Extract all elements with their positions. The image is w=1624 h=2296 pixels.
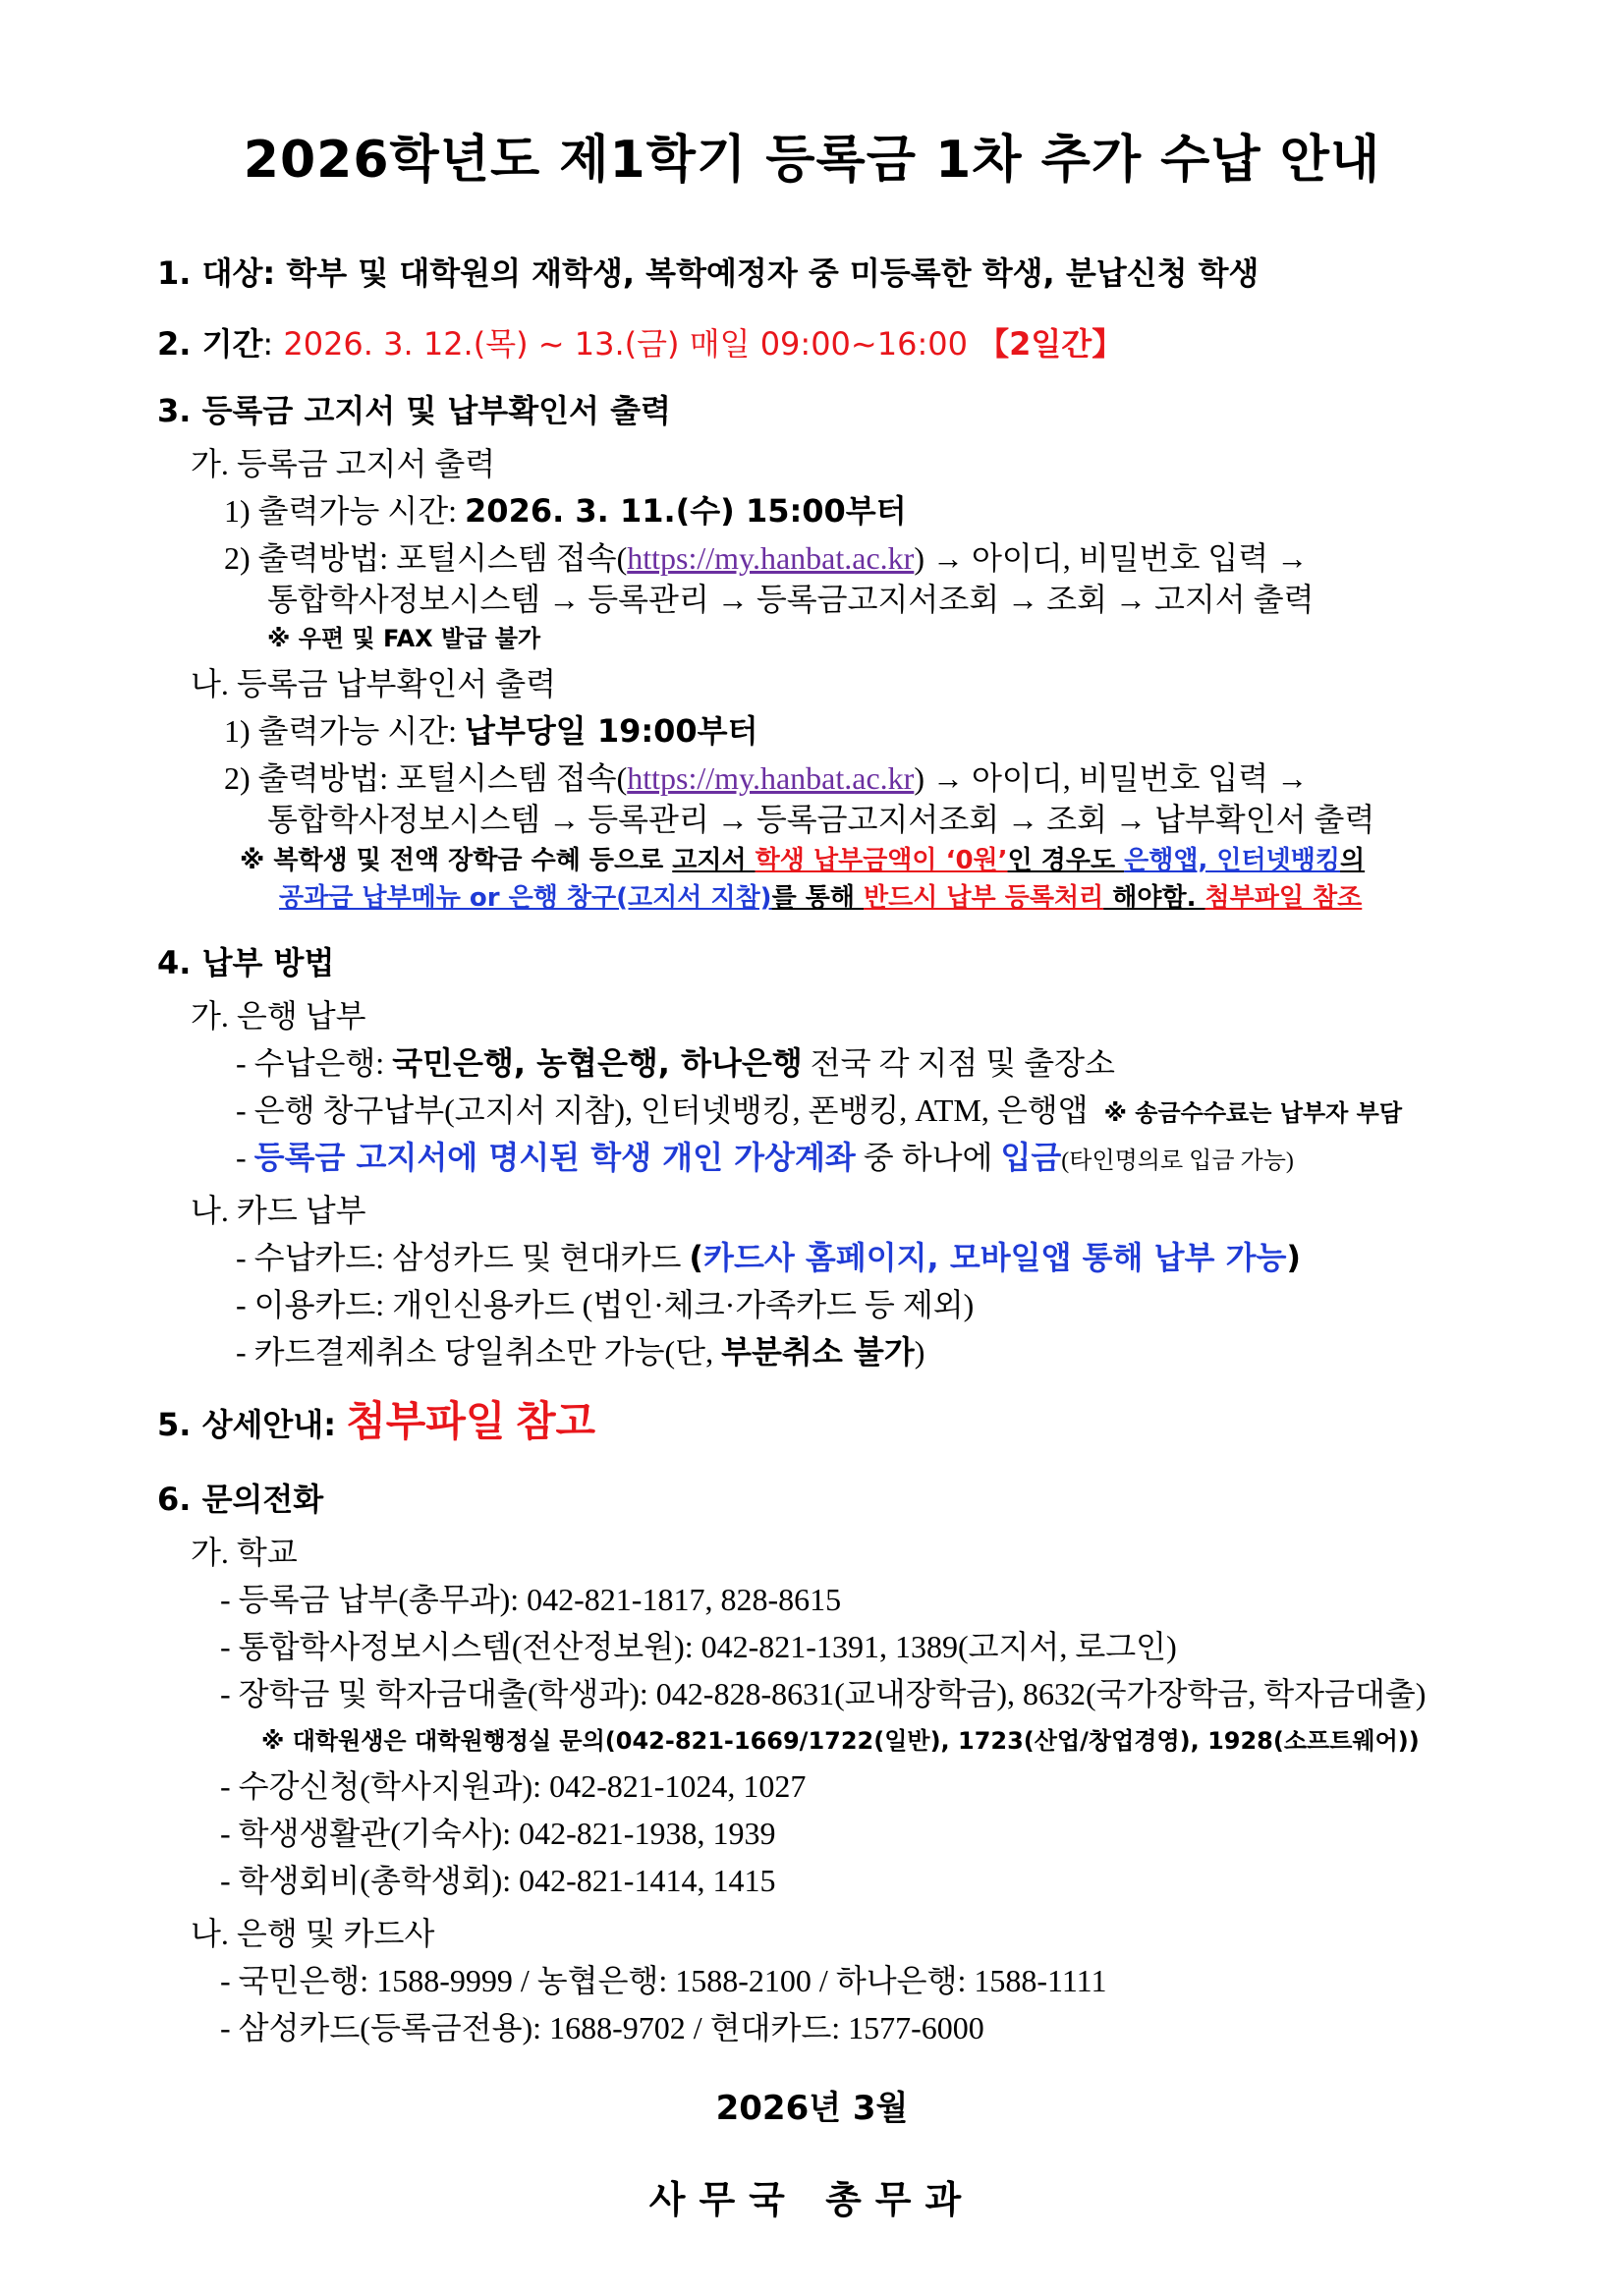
print-receipt-time — [224, 711, 758, 751]
section-details-label: 5. 상세안내: — [157, 1406, 337, 1443]
bank-channels-text: - 은행 창구납부(고지서 지참), 인터넷뱅킹, 폰뱅킹, ATM, 은행앱 — [236, 1092, 1089, 1128]
contact-banks: - 국민은행: 1588-9999 / 농협은행: 1588-2100 / 하나은행: 1588-1111 — [220, 1963, 1107, 1998]
notice-date: 2026년 3월 — [715, 2089, 909, 2128]
card-list — [236, 1238, 1301, 1277]
contact-school-subheading: 가. 학교 — [191, 1535, 298, 1570]
bank-names: 국민은행, 농협은행, 하나은행 — [392, 1044, 803, 1082]
zero-note-text-3: 인 경우도 — [1007, 846, 1125, 875]
card-cancel — [236, 1332, 924, 1372]
contact-cards: - 삼성카드(등록금전용): 1688-9702 / 현대카드: 1577-6000 — [220, 2010, 984, 2045]
card-cancel-text: - 카드결제취소 당일취소만 가능(단, — [236, 1334, 722, 1370]
portal-link-2[interactable]: https://my.hanbat.ac.kr — [627, 760, 915, 796]
contact-scholarship: - 장학금 및 학자금대출(학생과): 042-828-8631(교내장학금), 8632(국가장학금, 학자금대출) — [220, 1676, 1427, 1711]
print-receipt-subheading: 나. 등록금 납부확인서 출력 — [191, 666, 557, 701]
virtual-account-text: 등록금 고지서에 명시된 학생 개인 가상계좌 — [253, 1139, 856, 1176]
card-list-text: - 수납카드: 삼성카드 및 현대카드 — [236, 1240, 690, 1275]
section-target-number: 1. 대상 — [157, 254, 263, 292]
print-bill-method — [224, 538, 1308, 578]
contact-registration: - 수강신청(학사지원과): 042-821-1024, 1027 — [220, 1768, 807, 1804]
period-value: 2026. 3. 12.(목) ~ 13.(금) 매일 09:00~16:00 — [283, 325, 968, 363]
contact-academic-system: - 통합학사정보시스템(전산정보원): 042-821-1391, 1389(고지서, 로그인) — [220, 1629, 1177, 1664]
contact-dormitory: - 학생생활관(기숙사): 042-821-1938, 1939 — [220, 1816, 776, 1851]
section-period-number: 2. 기간 — [157, 325, 263, 363]
section-target-text: : 학부 및 대학원의 재학생, 복학예정자 중 미등록한 학생, 분납신청 학생 — [262, 254, 1260, 292]
bank-list — [236, 1043, 1115, 1083]
zero-note-attachment: 첨부파일 참조 — [1204, 883, 1363, 913]
contact-tuition: - 등록금 납부(총무과): 042-821-1817, 828-8615 — [220, 1582, 842, 1617]
contact-bank-subheading: 나. 은행 및 카드사 — [191, 1916, 435, 1951]
bank-payment-subheading: 가. 은행 납부 — [191, 998, 366, 1034]
zero-note-text-6: 해야함. — [1103, 883, 1205, 913]
zero-amount-note-line2 — [279, 878, 1362, 918]
zero-note-text-1: ※ 복학생 및 전액 장학금 수혜 등으로 — [240, 846, 673, 875]
zero-note-text-4: 의 — [1340, 846, 1366, 875]
issuing-office: 사무국 총무과 — [648, 2178, 976, 2221]
deposit-label: 입금 — [1000, 1139, 1062, 1176]
print-bill-method-text: 2) 출력방법: 포털시스템 접속( — [224, 540, 628, 576]
print-bill-time-label: 1) 출력가능 시간: — [224, 493, 466, 529]
print-bill-note: ※ 우편 및 FAX 발급 불가 — [267, 625, 541, 652]
zero-note-required: 반드시 납부 등록처리 — [864, 883, 1104, 913]
period-days: 【2일간】 — [978, 325, 1124, 363]
bank-list-label: - 수납은행: — [236, 1045, 393, 1081]
print-receipt-time-label: 1) 출력가능 시간: — [224, 713, 466, 749]
zero-note-channels: 은행앱, 인터넷뱅킹 — [1124, 846, 1340, 875]
section-payment-heading: 4. 납부 방법 — [157, 944, 335, 981]
contact-student-fee: - 학생회비(총학생회): 042-821-1414, 1415 — [220, 1863, 776, 1898]
section-contact-heading: 6. 문의전화 — [157, 1481, 324, 1518]
print-bill-time — [224, 491, 907, 531]
zero-note-amount: 학생 납부금액이 ‘0원’ — [755, 846, 1008, 875]
virtual-account-dash: - — [236, 1140, 254, 1175]
print-receipt-method-text-2: ) → 아이디, 비밀번호 입력 → — [914, 760, 1309, 796]
print-receipt-time-value: 납부당일 19:00부터 — [465, 712, 758, 750]
print-receipt-method — [224, 758, 1308, 798]
card-types: - 이용카드: 개인신용카드 (법인·체크·가족카드 등 제외) — [236, 1287, 975, 1322]
details-attachment: 첨부파일 참고 — [346, 1400, 596, 1445]
print-bill-subheading: 가. 등록금 고지서 출력 — [191, 446, 496, 481]
zero-note-text-2: 고지서 — [672, 846, 756, 875]
graduate-note: ※ 대학원생은 대학원행정실 문의(042-821-1669/1722(일반), 1723(산업/창업경영), 1928(소프트웨어)) — [261, 1727, 1420, 1755]
card-paren-close: ) — [1286, 1239, 1302, 1276]
card-cancel-close: ) — [914, 1334, 925, 1370]
card-paren-open: ( — [689, 1239, 704, 1276]
zero-amount-note-line1 — [240, 841, 1365, 880]
virtual-account-mid: 중 하나에 — [855, 1140, 1001, 1175]
print-receipt-method-text: 2) 출력방법: 포털시스템 접속( — [224, 760, 628, 796]
zero-note-text-5: 를 통해 — [771, 883, 865, 913]
section-print-heading: 3. 등록금 고지서 및 납부확인서 출력 — [157, 392, 671, 429]
section-period-colon: : — [262, 325, 284, 363]
partial-cancel-note: 부분취소 불가 — [721, 1333, 915, 1371]
section-target — [157, 253, 1259, 293]
bank-list-suffix: 전국 각 지점 및 출장소 — [802, 1045, 1115, 1081]
section-details — [157, 1400, 596, 1445]
page-title: 2026학년도 제1학기 등록금 1차 추가 수납 안내 — [243, 131, 1381, 190]
virtual-account — [236, 1138, 1294, 1181]
card-payment-subheading: 나. 카드 납부 — [191, 1193, 366, 1228]
print-receipt-method-path: 통합학사정보시스템 → 등록관리 → 등록금고지서조회 → 조회 → 납부확인서 출력 — [267, 802, 1375, 837]
print-bill-method-text-2: ) → 아이디, 비밀번호 입력 → — [914, 540, 1309, 576]
zero-note-menu: 공과금 납부메뉴 or 은행 창구(고지서 지참) — [279, 883, 772, 913]
section-period — [157, 324, 1123, 364]
print-bill-method-path: 통합학사정보시스템 → 등록관리 → 등록금고지서조회 → 조회 → 고지서 출력 — [267, 582, 1315, 617]
transfer-fee-note: ※ 송금수수료는 납부자 부담 — [1103, 1099, 1403, 1127]
bank-channels — [236, 1091, 1402, 1133]
print-bill-time-value: 2026. 3. 11.(수) 15:00부터 — [465, 492, 907, 530]
deposit-note: (타인명의로 입금 가능) — [1061, 1148, 1294, 1174]
portal-link[interactable]: https://my.hanbat.ac.kr — [627, 540, 915, 576]
card-channels: 카드사 홈페이지, 모바일앱 통해 납부 가능 — [703, 1239, 1287, 1276]
